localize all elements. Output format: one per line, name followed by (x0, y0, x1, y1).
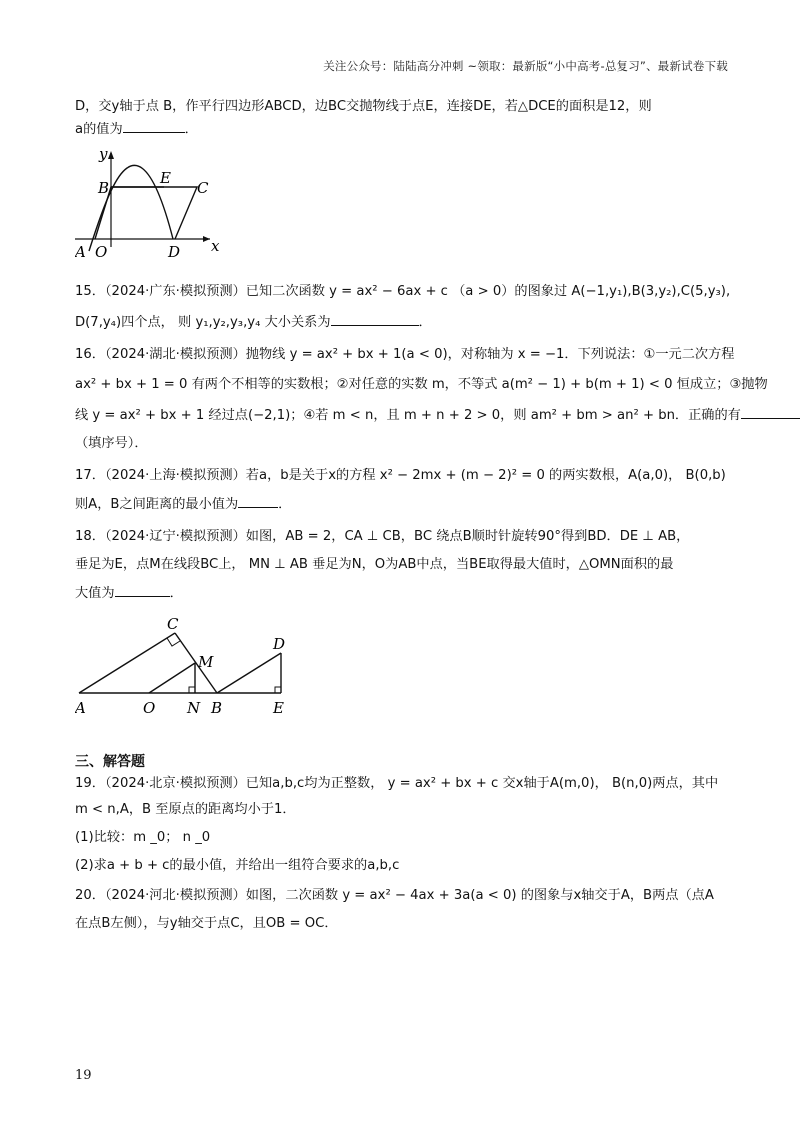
q17-end: ． (278, 497, 292, 512)
parallelogram-abcd (95, 187, 197, 239)
page-number: 19 (75, 1068, 92, 1083)
label-y: y (99, 147, 108, 163)
label-o: O (143, 699, 156, 717)
segment-om (149, 663, 195, 693)
question-14 (75, 96, 735, 259)
question-18 (75, 526, 735, 721)
segment-bd (217, 653, 281, 693)
label-m: M (198, 653, 214, 671)
q15-end: ． (418, 315, 432, 330)
label-a: A (75, 243, 86, 259)
label-d: D (273, 635, 286, 653)
q18-line-1: 18．（2024·辽宁·模拟预测）如图，AB = 2，CA ⊥ CB，BC 绕点B顺时针旋转90°得到BD．DE ⊥ AB， (75, 529, 690, 544)
right-angle-c (167, 638, 180, 646)
label-o: O (95, 243, 108, 259)
q19-line-4: (2)求a + b + c的最小值，并给出一组符合要求的a,b,c (75, 858, 400, 873)
q16-line-1: 16．（2024·湖北·模拟预测）抛物线 y = ax² + bx + 1(a < 0)，对称轴为 x = −1．下列说法：①一元二次方程 (75, 347, 735, 362)
q14-end: ． (184, 122, 198, 137)
q15-line-2 (75, 311, 735, 334)
right-angle-e (275, 687, 281, 693)
q19-line-2: m < n,A，B 至原点的距离均小于1． (75, 802, 296, 817)
q19-line-3: (1)比较：m _0； n _0 (75, 830, 211, 845)
answer-blank (741, 404, 800, 419)
q17-line-2 (75, 493, 735, 516)
q16-line-3 (75, 404, 741, 427)
label-x: x (211, 237, 220, 255)
q19-line-1: 19．（2024·北京·模拟预测）已知a,b,c均为正整数， y = ax² + bx + c 交x轴于A(m,0)， B(n,0)两点，其中 (75, 776, 719, 791)
q18-end: ． (169, 586, 183, 601)
label-a: A (75, 699, 86, 717)
q17-text: 则A，B之间距离的最小值为 (75, 497, 239, 512)
q14-line-2 (75, 118, 735, 141)
answer-blank (123, 118, 185, 133)
q18-text: 大值为 (75, 586, 115, 601)
question-16 (75, 344, 768, 455)
page-content (75, 96, 768, 935)
q15-line-1: 15．（2024·广东·模拟预测）已知二次函数 y = ax² − 6ax + c （a > 0）的图象过 A(−1,y₁),B(3,y₂),C(5,y₃), (75, 284, 731, 299)
label-e: E (273, 699, 284, 717)
q20-line-1: 20．（2024·河北·模拟预测）如图，二次函数 y = ax² − 4ax + 3a(a < 0) 的图象与x轴交于A，B两点（点A (75, 888, 714, 903)
page-header: 关注公众号：陆陆高分冲刺 ~领取：最新版“小中高考-总复习”、最新试卷下载 (323, 59, 728, 73)
answer-blank (331, 311, 419, 326)
label-c: C (167, 615, 179, 633)
label-d: D (168, 243, 181, 259)
q18-line-2: 垂足为E，点M在线段BC上， MN ⊥ AB 垂足为N，O为AB中点，当BE取得最大值时，△OMN面积的最 (75, 557, 674, 572)
label-b: B (98, 179, 110, 197)
right-angle-n (189, 687, 195, 693)
label-c: C (197, 179, 209, 197)
q18-line-3 (75, 582, 735, 605)
q14-line-1: D，交y轴于点 B，作平行四边形ABCD，边BC交抛物线于点E，连接DE，若△DCE的面积是12，则 (75, 99, 652, 114)
q14-figure (75, 147, 225, 259)
q16-line-2: ax² + bx + 1 = 0 有两个不相等的实数根；②对任意的实数 m，不等式 a(m² − 1) + b(m + 1) < 0 恒成立；③抛物 (75, 377, 768, 392)
label-e: E (160, 169, 171, 187)
label-n: N (187, 699, 201, 717)
question-20 (75, 885, 735, 935)
q17-line-1: 17．（2024·上海·模拟预测）若a，b是关于x的方程 x² − 2mx + (m − 2)² = 0 的两实数根，A(a,0)， B(0,b) (75, 468, 726, 483)
q18-figure (75, 611, 305, 721)
question-17 (75, 465, 735, 516)
section-title: 三、解答题 (75, 754, 145, 770)
q14-text: a的值为 (75, 122, 123, 137)
segment-ac (79, 633, 175, 693)
answer-blank (238, 493, 278, 508)
q20-line-2: 在点B左侧），与y轴交于点C，且OB = OC． (75, 916, 338, 931)
label-b: B (211, 699, 223, 717)
y-axis-arrow (108, 151, 114, 159)
q16-line-4: （填序号）． (75, 436, 148, 451)
q16-text: 线 y = ax² + bx + 1 经过点(−2,1)；④若 m < n，且 m + n + 2 > 0，则 am² + bm > an² + bn．正确的有 (75, 408, 741, 423)
q15-text: D(7,y₄)四个点， 则 y₁,y₂,y₃,y₄ 大小关系为 (75, 315, 331, 330)
question-19 (75, 773, 735, 877)
x-axis-arrow (203, 236, 210, 242)
question-15 (75, 281, 735, 334)
answer-blank (115, 582, 170, 597)
